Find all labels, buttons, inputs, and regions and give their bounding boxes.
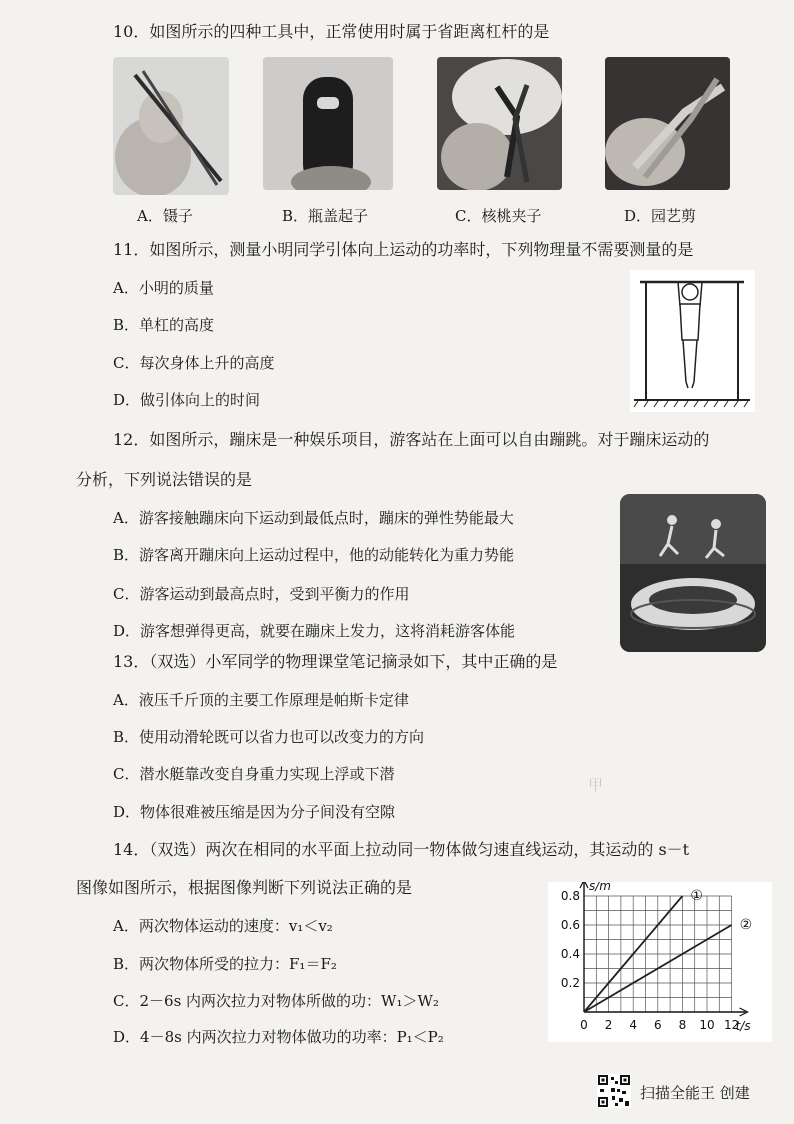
q14-option-a[interactable]: A．两次物体运动的速度：v₁＜v₂ bbox=[113, 917, 333, 935]
x-tick-label: 4 bbox=[629, 1018, 638, 1032]
x-tick-label: 6 bbox=[653, 1018, 662, 1032]
q11-stem: 11．如图所示，测量小明同学引体向上运动的功率时，下列物理量不需要测量的是 bbox=[113, 240, 694, 259]
x-axis-label: t/s bbox=[735, 1019, 751, 1033]
q14-stem-line2: 图像如图所示，根据图像判断下列说法正确的是 bbox=[76, 878, 413, 897]
q10-option-d[interactable]: D．园艺剪 bbox=[624, 207, 697, 225]
series-label-2: ② bbox=[739, 917, 753, 933]
q10-stem: 10．如图所示的四种工具中，正常使用时属于省距离杠杆的是 bbox=[113, 22, 550, 41]
trampoline-photo bbox=[620, 494, 766, 652]
x-tick-label: 2 bbox=[604, 1018, 613, 1032]
st-graph bbox=[548, 882, 772, 1042]
garden-shears-photo bbox=[605, 57, 730, 190]
x-tick-label: 12 bbox=[723, 1018, 740, 1032]
y-axis-label: s/m bbox=[589, 882, 611, 893]
q10-option-a[interactable]: A．镊子 bbox=[137, 207, 193, 225]
q14-option-c[interactable]: C．2－6s 内两次拉力对物体所做的功：W₁＞W₂ bbox=[113, 992, 439, 1010]
y-tick-label: 0.8 bbox=[560, 889, 580, 903]
bottle-opener-photo bbox=[263, 57, 393, 190]
q14-option-d[interactable]: D．4－8s 内两次拉力对物体做功的功率：P₁＜P₂ bbox=[113, 1028, 444, 1046]
q12-option-d[interactable]: D．游客想弹得更高，就要在蹦床上发力，这将消耗游客体能 bbox=[113, 622, 516, 640]
qr-code-icon bbox=[597, 1074, 631, 1108]
nutcracker-photo bbox=[437, 57, 562, 190]
q13-option-b[interactable]: B．使用动滑轮既可以省力也可以改变力的方向 bbox=[113, 728, 425, 746]
q14-option-b[interactable]: B．两次物体所受的拉力：F₁＝F₂ bbox=[113, 955, 337, 973]
x-tick-label: 8 bbox=[678, 1018, 687, 1032]
q12-option-c[interactable]: C．游客运动到最高点时，受到平衡力的作用 bbox=[113, 585, 410, 603]
q12-option-b[interactable]: B．游客离开蹦床向上运动过程中，他的动能转化为重力势能 bbox=[113, 546, 515, 564]
q13-option-c[interactable]: C．潜水艇靠改变自身重力实现上浮或下潜 bbox=[113, 765, 395, 783]
tweezers-photo bbox=[113, 57, 229, 195]
q12-option-a[interactable]: A．游客接触蹦床向下运动到最低点时，蹦床的弹性势能最大 bbox=[113, 509, 514, 527]
q13-option-d[interactable]: D．物体很难被压缩是因为分子间没有空隙 bbox=[113, 803, 396, 821]
scanner-brand-text: 扫描全能王 创建 bbox=[640, 1084, 750, 1102]
y-tick-label: 0.2 bbox=[560, 976, 580, 990]
x-tick-label: 10 bbox=[699, 1018, 715, 1032]
series-label-1: ① bbox=[690, 888, 703, 904]
x-tick-label: 0 bbox=[580, 1018, 588, 1032]
q12-stem-line2: 分析，下列说法错误的是 bbox=[76, 470, 253, 489]
pull-up-figure bbox=[630, 270, 755, 412]
q11-option-a[interactable]: A．小明的质量 bbox=[113, 279, 214, 297]
y-tick-label: 0.6 bbox=[560, 918, 580, 932]
q13-stem: 13．（双选）小军同学的物理课堂笔记摘录如下，其中正确的是 bbox=[113, 652, 558, 671]
q13-option-a[interactable]: A．液压千斤顶的主要工作原理是帕斯卡定律 bbox=[113, 691, 409, 709]
q11-option-c[interactable]: C．每次身体上升的高度 bbox=[113, 354, 275, 372]
q11-option-b[interactable]: B．单杠的高度 bbox=[113, 316, 215, 334]
q10-option-c[interactable]: C．核桃夹子 bbox=[455, 207, 542, 225]
bleed-through-text: 甲 bbox=[588, 776, 604, 794]
q12-stem-line1: 12．如图所示，蹦床是一种娱乐项目，游客站在上面可以自由蹦跳。对于蹦床运动的 bbox=[113, 430, 710, 449]
q14-stem-line1: 14．（双选）两次在相同的水平面上拉动同一物体做匀速直线运动，其运动的 s－t bbox=[113, 840, 690, 859]
q10-option-b[interactable]: B．瓶盖起子 bbox=[282, 207, 369, 225]
y-tick-label: 0.4 bbox=[560, 947, 580, 961]
q11-option-d[interactable]: D．做引体向上的时间 bbox=[113, 391, 261, 409]
